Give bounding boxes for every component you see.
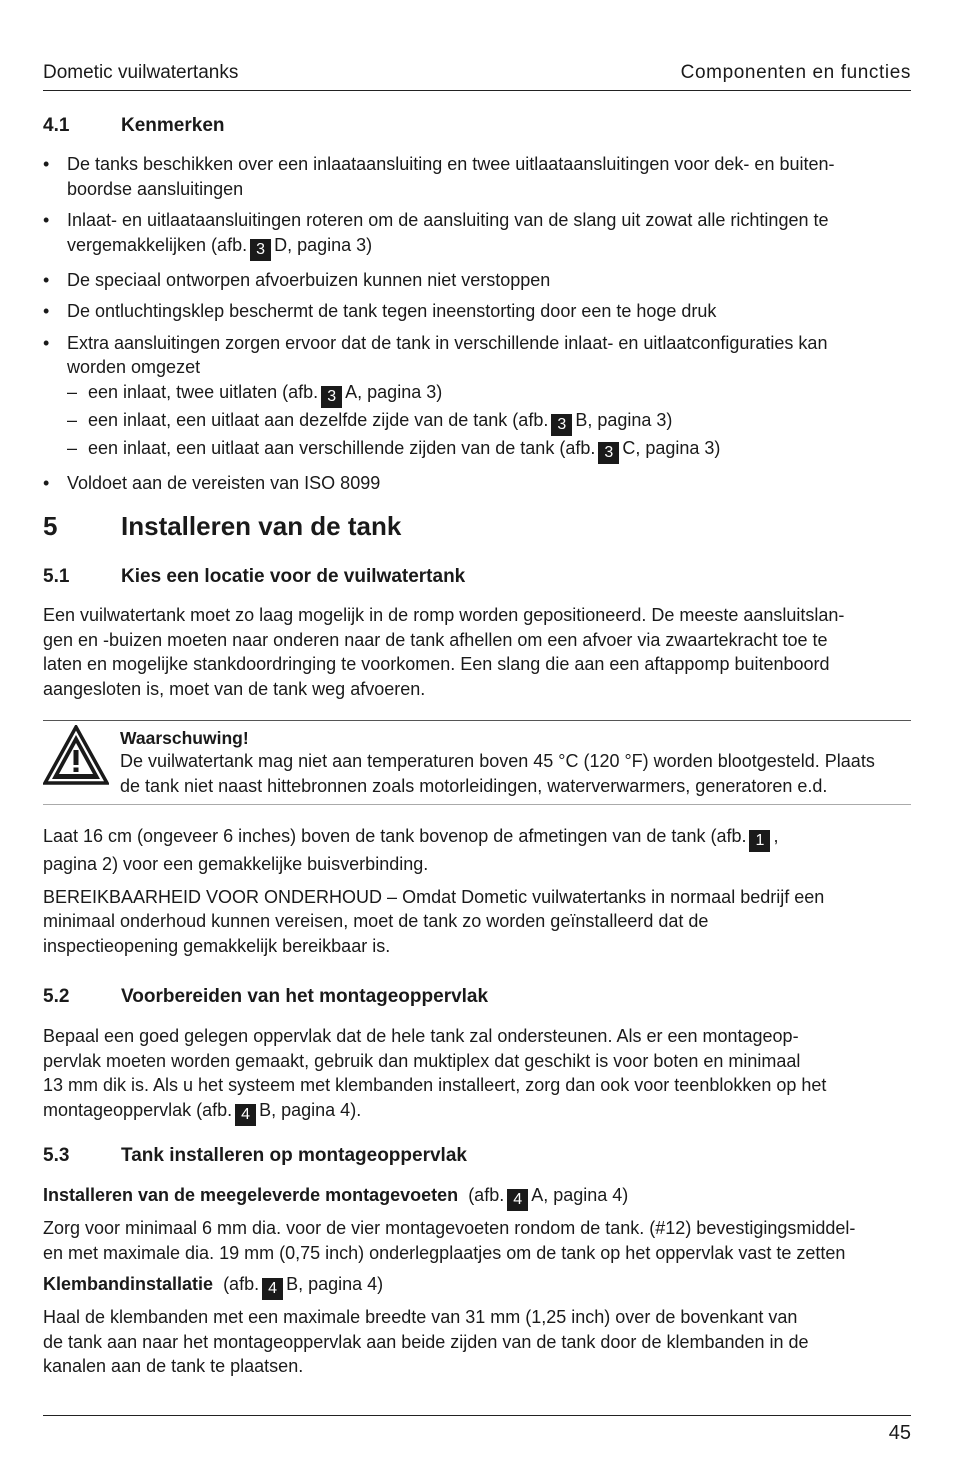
heading-5-1 xyxy=(43,565,465,590)
paragraph: Bepaal een goed gelegen oppervlak dat de hele tank zal ondersteunen. Als er een montageop- pervlak moeten worden gemaakt, gebruik dan muktiplex dat geschikt is voor boten en minimaal 13 mm dik is. Als u het systeem met klembanden installeert, zorg dan ook voor teenblokken op het montageoppervlak (afb. 4 B, pagina 4). xyxy=(43,1024,911,1126)
list-text: Extra aansluitingen zorgen ervoor dat de tank in verschillende inlaat- en uitlaatconfiguraties kan xyxy=(67,332,828,353)
heading-number: 4.1 xyxy=(43,115,70,136)
paragraph: Laat 16 cm (ongeveer 6 inches) boven de tank bovenop de afmetingen van de tank (afb. 1 , pagina 2) voor een gemakkelijke buisverbinding. BEREIKBAARHEID VOOR ONDERHOUD – Omdat Dometic vuilwatertanks in normaal bedrijf een minimaal onderhoud kunnen vereisen, moet de tank zo worden geïnstalleerd dat de inspectieopening gemakkelijk bereikbaar is. xyxy=(43,826,825,956)
list-text: Voldoet aan de vereisten van ISO 8099 xyxy=(67,472,381,493)
heading-number: 5.1 xyxy=(43,566,70,587)
bullet-icon: • xyxy=(43,332,50,353)
header-right: Componenten en functies xyxy=(680,62,911,83)
list-text: De ontluchtingsklep beschermt de tank tegen ineenstorting door een te hoge druk xyxy=(67,301,717,321)
heading-number: 5.2 xyxy=(43,986,70,1007)
list-item xyxy=(43,331,911,464)
bullet-icon: • xyxy=(43,301,50,321)
page-footer xyxy=(43,1415,911,1444)
list-item xyxy=(43,471,911,496)
list-text: De tanks beschikken over een inlaataansluiting en twee uitlaataansluitingen voor dek- en buiten- xyxy=(67,154,835,174)
subheading: Installeren van de meegeleverde montagevoeten xyxy=(43,1185,459,1205)
list-item xyxy=(43,208,911,261)
figure-ref-badge: 4 xyxy=(235,1104,256,1126)
heading-4-1 xyxy=(43,114,225,139)
list-item xyxy=(43,268,911,293)
heading-title: Kies een locatie voor de vuilwatertank xyxy=(121,566,466,587)
list-text: Inlaat- en uitlaataansluitingen roteren om de aansluiting van de slang uit zowat alle richtingen te xyxy=(67,210,829,230)
warning-box xyxy=(43,720,911,805)
bullet-icon: • xyxy=(43,472,50,493)
heading-title: Kenmerken xyxy=(121,115,225,136)
bullet-icon: • xyxy=(43,210,50,230)
list-text: De speciaal ontworpen afvoerbuizen kunnen niet verstoppen xyxy=(67,269,551,290)
bullet-icon: • xyxy=(43,154,50,174)
list-item xyxy=(43,299,911,324)
dash-icon: – xyxy=(67,409,78,430)
sub-list-item: – een inlaat, een uitlaat aan verschillende zijden van de tank (afb. 3 C, pagina 3) xyxy=(67,436,911,464)
heading-number: 5 xyxy=(43,511,58,541)
heading-title: Tank installeren op montageoppervlak xyxy=(121,1145,467,1166)
list-item xyxy=(43,152,911,201)
subheading: Klembandinstallatie xyxy=(43,1274,214,1294)
list-text: boordse aansluitingen xyxy=(67,178,244,199)
figure-ref-badge: 3 xyxy=(598,442,619,464)
page-header xyxy=(43,58,911,91)
sub-list-item: – een inlaat, een uitlaat aan dezelfde zijde van de tank (afb. 3 B, pagina 3) xyxy=(67,408,911,436)
dash-icon: – xyxy=(67,437,78,458)
paragraph: Een vuilwatertank moet zo laag mogelijk in de romp worden gepositioneerd. De meeste aansluitslan- gen en -buizen moeten naar onderen naar de tank afhellen om een afvoer via zwaartekracht toe te laten en mogelijke stankdoordringing te voorkomen. Een slang die aan een aftappomp buitenboord aangesloten is, moet van de tank weg afvoeren. xyxy=(43,605,845,699)
header-left: Dometic vuilwatertanks xyxy=(43,62,239,83)
bullet-icon: • xyxy=(43,269,50,290)
figure-ref-badge: 3 xyxy=(250,239,271,261)
heading-number: 5.3 xyxy=(43,1145,70,1166)
figure-ref-badge: 3 xyxy=(551,414,572,436)
figure-ref-badge: 3 xyxy=(321,386,342,408)
feature-list xyxy=(43,152,911,502)
heading-5-2 xyxy=(43,985,488,1010)
warning-title: Waarschuwing! xyxy=(120,728,249,748)
dash-icon: – xyxy=(67,381,78,402)
list-text: worden omgezet xyxy=(67,357,201,377)
figure-ref-badge: 4 xyxy=(262,1278,283,1300)
page-number: 45 xyxy=(888,1422,911,1444)
paragraph: Installeren van de meegeleverde montagevoeten (afb. 4 A, pagina 4) Zorg voor minimaal 6 mm dia. voor de vier montagevoeten rondom de tank. (#12) bevestigingsmiddel- en met maximale dia. 19 mm (0,75 inch) onderlegplaatjes om de tank op het oppervlak vast te zetten Klembandinstallatie (afb. 4 B, pagina 4) Haal de klembanden met een maximale breedte van 31 mm (1,25 inch) over de bovenkant van de tank aan naar het montageoppervlak aan beide zijden van de tank door de klembanden in de kanalen aan de tank te plaatsen. xyxy=(43,1185,856,1376)
warning-icon xyxy=(43,725,109,785)
figure-ref-badge: 4 xyxy=(507,1189,528,1211)
heading-5 xyxy=(43,511,402,541)
sub-list-item: – een inlaat, twee uitlaten (afb. 3 A, pagina 3) xyxy=(67,380,911,408)
heading-title: Voorbereiden van het montageoppervlak xyxy=(121,986,489,1007)
heading-5-3 xyxy=(43,1144,467,1169)
figure-ref-badge: 1 xyxy=(749,830,770,852)
heading-title: Installeren van de tank xyxy=(121,511,402,541)
list-text: vergemakkelijken (afb. 3 D, pagina 3) xyxy=(67,233,911,261)
warning-text: De vuilwatertank mag niet aan temperaturen boven 45 °C (120 °F) worden blootgesteld. Plaats de tank niet naast hittebronnen zoals motorleidingen, waterverwarmers, generatoren e.d. xyxy=(120,751,875,796)
